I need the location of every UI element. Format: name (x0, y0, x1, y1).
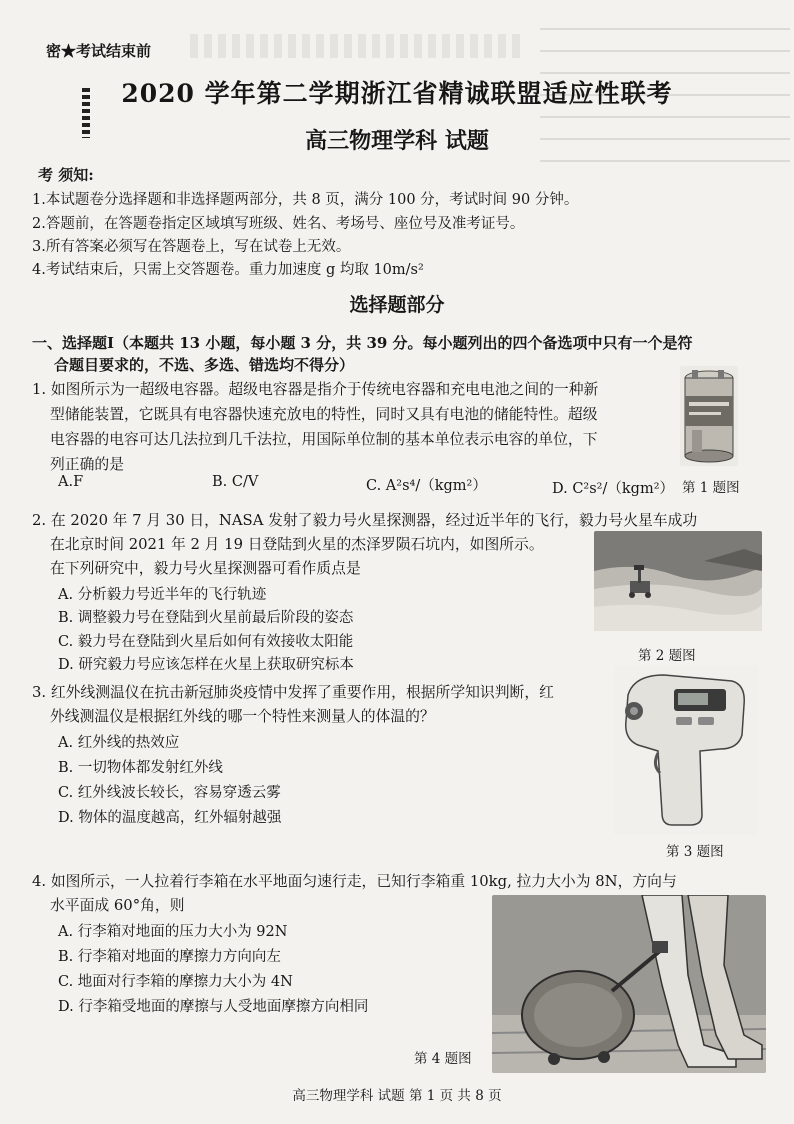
exam-subtitle: 高三物理学科 试题 (305, 128, 489, 154)
exam-title: 2020 学年第二学期浙江省精诚联盟适应性联考 (121, 79, 673, 108)
option: D. C²s²/（kgm²） (552, 481, 675, 497)
question-stem: 1. 如图所示为一超级电容器。超级电容器是指介于传统电容器和充电电池之间的一种新 (32, 381, 599, 398)
option: B. 调整毅力号在登陆到火星前最后阶段的姿态 (58, 610, 354, 626)
infrared-thermometer-image (614, 665, 758, 835)
note-item: 4.考试结束后，只需上交答题卷。重力加速度 g 均取 10m/s² (32, 262, 424, 278)
note-item: 3.所有答案必须写在答题卷上，写在试卷上无效。 (32, 239, 351, 255)
supercapacitor-image (680, 366, 738, 466)
option: C. A²s⁴/（kgm²） (366, 478, 487, 494)
option: D. 研究毅力号应该怎样在火星上获取研究标本 (58, 657, 354, 673)
option: B. C/V (212, 474, 259, 490)
luggage-pulling-image (492, 895, 766, 1073)
option: C. 毅力号在登陆到火星后如何有效接收太阳能 (58, 634, 354, 650)
question-stem: 3. 红外线测温仪在抗击新冠肺炎疫情中发挥了重要作用，根据所学知识判断，红 (32, 684, 554, 701)
question-stem: 在下列研究中，毅力号火星探测器可看作质点是 (50, 560, 361, 577)
option: C. 红外线波长较长，容易穿透云雾 (58, 785, 281, 801)
option: D. 物体的温度越高，红外辐射越强 (58, 810, 282, 826)
option: A. 分析毅力号近半年的飞行轨迹 (58, 587, 267, 603)
figure-caption: 第 4 题图 (414, 1051, 472, 1067)
question-stem: 电容器的电容可达几法拉到几千法拉，用国际单位制的基本单位表示电容的单位，下 (50, 431, 598, 448)
notes-heading: 考 须知: (38, 166, 94, 184)
option: A. 红外线的热效应 (58, 735, 180, 751)
option: B. 行李箱对地面的摩擦力方向向左 (58, 949, 281, 965)
section-instruction: 一、选择题Ⅰ（本题共 13 小题，每小题 3 分，共 39 分。每小题列出的四个备选项中只有一个是符 (32, 334, 693, 352)
figure-caption: 第 1 题图 (682, 480, 740, 496)
option: A. 行李箱对地面的压力大小为 92N (58, 924, 288, 940)
question-stem: 2. 在 2020 年 7 月 30 日，NASA 发射了毅力号火星探测器，经过近半年的飞行，毅力号火星车成功 (32, 512, 698, 529)
page-footer: 高三物理学科 试题 第 1 页 共 8 页 (292, 1088, 502, 1104)
question-stem: 列正确的是 (50, 456, 124, 473)
option: A.F (58, 474, 84, 490)
question-stem: 外线测温仪是根据红外线的哪一个特性来测量人的体温的？ (50, 708, 435, 725)
section-title: 选择题部分 (349, 294, 445, 316)
question-stem: 水平面成 60°角，则 (50, 897, 185, 914)
section-instruction: 合题目要求的，不选、多选、错选均不得分） (54, 356, 355, 374)
question-stem: 4. 如图所示，一人拉着行李箱在水平地面匀速行走，已知行李箱重 10kg, 拉力大小为 8N，方向与 (32, 873, 677, 890)
figure-caption: 第 3 题图 (666, 844, 724, 860)
bleed-through-text (190, 34, 520, 58)
note-item: 1.本试题卷分选择题和非选择题两部分，共 8 页，满分 100 分，考试时间 90 分钟。 (32, 192, 579, 208)
figure-caption: 第 2 题图 (638, 648, 696, 664)
question-stem: 在北京时间 2021 年 2 月 19 日登陆到火星的杰泽罗陨石坑内，如图所示。 (50, 536, 544, 553)
option: D. 行李箱受地面的摩擦与人受地面摩擦方向相同 (58, 999, 369, 1015)
note-item: 2.答题前，在答题卷指定区域填写班级、姓名、考场号、座位号及准考证号。 (32, 216, 525, 232)
confidential-mark: 密★考试结束前 (46, 42, 152, 60)
option: C. 地面对行李箱的摩擦力大小为 4N (58, 974, 293, 990)
question-stem: 型储能装置，它既具有电容器快速充放电的特性，同时又具有电池的储能特性。超级 (50, 406, 598, 423)
option: B. 一切物体都发射红外线 (58, 760, 223, 776)
mars-rover-image (594, 531, 762, 631)
